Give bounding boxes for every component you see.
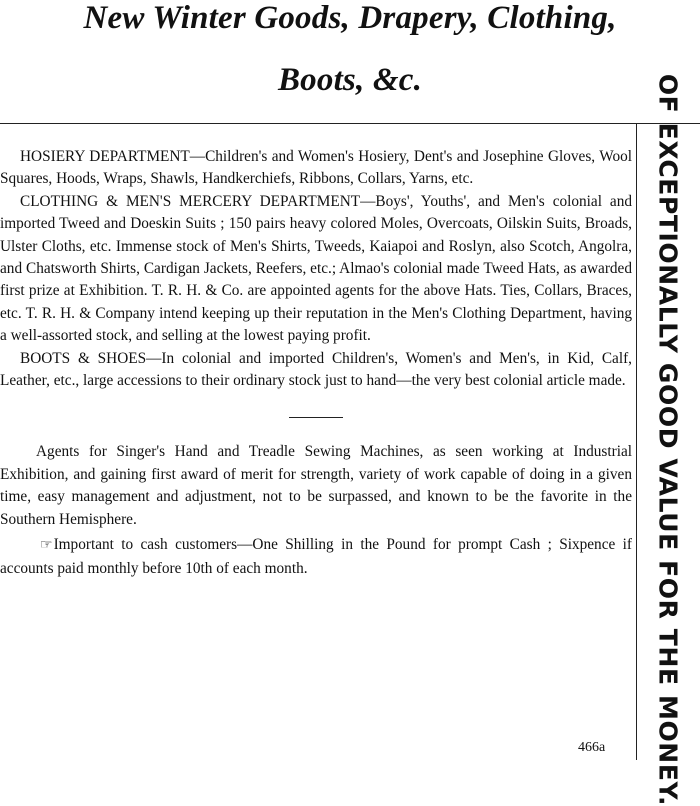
- cash-paragraph: [0, 534, 632, 580]
- heading-line-2: Boots, &c.: [277, 62, 423, 98]
- clothing-paragraph: CLOTHING & MEN'S MERCERY DEPARTMENT—Boys', Youths', and Men's colonial and imported Tweed and Doeskin Suits ; 150 pairs heavy colored Moles, Overcoats, Oilskin Suits, Broads, Ulster Cloths, etc. Immense stock of Men's Shirts, Tweeds, Kaiapoi and Roslyn, also Scotch, Angolra, and Chatsworth Shirts, Cardigan Jackets, Reefers, etc.; Almao's colonial made Tweed Hats, as awarded first prize at Exhibition. T. R. H. & Co. are appointed agents for the above Hats. Ties, Collars, Braces, etc. T. R. H. & Company intend keeping up their reputation in the Men's Clothing Department, having a well-assorted stock, and selling at the lowest paying profit.: [0, 192, 632, 345]
- page-code: 466a: [578, 740, 606, 755]
- column-rule: [636, 124, 637, 760]
- boots-paragraph: BOOTS & SHOES—In colonial and imported Children's, Women's and Men's, in Kid, Calf, Leather, etc., large accessions to their ordinary stock just to hand—the very best colonial article made.: [0, 349, 632, 390]
- cash-text: Important to cash customers—One Shilling in the Pound for prompt Cash ; Sixpence if accounts paid monthly before 10th of each month.: [0, 536, 632, 577]
- heading-line-1: New Winter Goods, Drapery, Clothing,: [83, 0, 617, 36]
- agents-paragraph: Agents for Singer's Hand and Treadle Sewing Machines, as seen working at Industrial Exhibition, and gaining first award of merit for strength, variety of work capable of doing in a given time, easy management and adjustment, not to be surpassed, and known to be the favorite in the Southern Hemisphere.: [0, 443, 632, 528]
- side-banner: OF EXCEPTIONALLY GOOD VALUE FOR THE MONEY.: [653, 73, 683, 806]
- top-rule: [0, 123, 700, 124]
- hosiery-paragraph: HOSIERY DEPARTMENT—Children's and Women's Hosiery, Dent's and Josephine Gloves, Wool Squares, Hoods, Wraps, Shawls, Handkerchiefs, Ribbons, Collars, Yarns, etc.: [0, 148, 632, 188]
- pointing-hand-icon: ☞: [40, 538, 53, 554]
- advert-body: [0, 146, 632, 580]
- section-divider: [289, 417, 343, 418]
